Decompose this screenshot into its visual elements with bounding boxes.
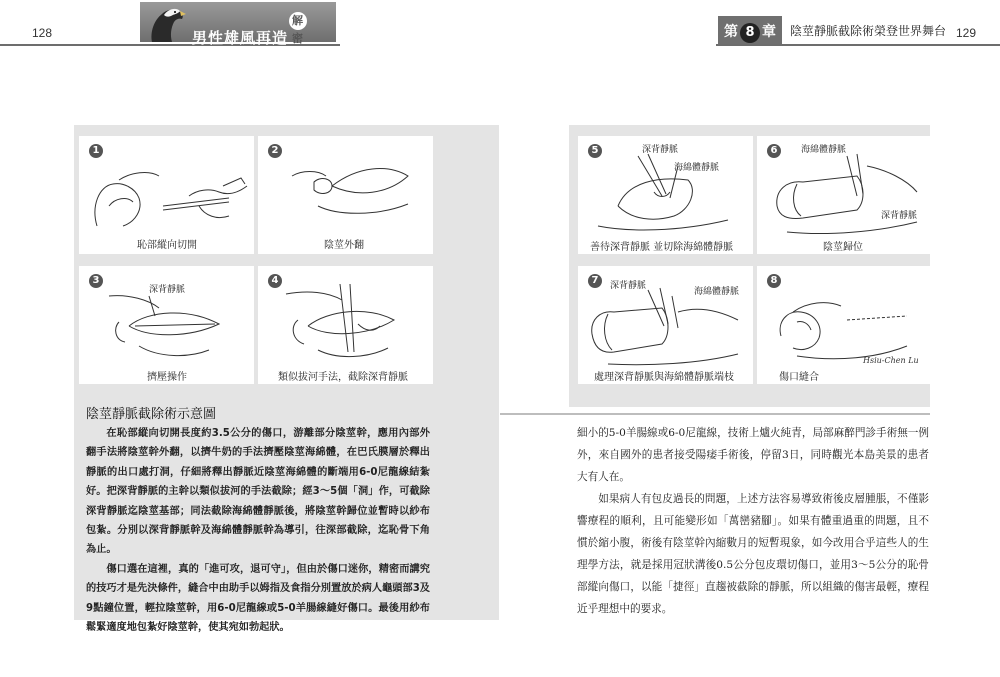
figure-8-number: 8 xyxy=(767,274,781,288)
section-title: 陰莖靜脈截除術示意圖 xyxy=(86,407,217,422)
illustrator-signature: Hsiu-Chen Lu xyxy=(863,356,919,365)
figure-4 xyxy=(258,266,433,384)
book-title-banner xyxy=(140,2,336,47)
figure-6-drawing xyxy=(757,136,932,254)
left-paragraph-2: 傷口選在這裡，真的「進可攻，退可守」，但由於傷口迷你，精密而講究的技巧才是先決條件，縫合中由助手以姆指及食指分別置放於病人龜頭部3及9點鐘位置，輕拉陰莖幹，用6-0尼龍線或5-0羊腸線縫好傷口。最後用紗布鬆緊適度地包紮好陰莖幹，使其宛如勃起狀。 xyxy=(86,563,430,634)
figure-6 xyxy=(757,136,932,254)
right-page-number: 129 xyxy=(956,26,977,40)
figure-5-number: 5 xyxy=(588,144,602,158)
chapter-title: 陰莖靜脈截除術榮登世界舞台 xyxy=(790,24,947,38)
left-body-text xyxy=(86,424,430,637)
figure-3-caption: 擠壓操作 xyxy=(147,372,187,383)
figure-3-number: 3 xyxy=(89,274,103,288)
right-paragraph-2: 如果病人有包皮過長的問題，上述方法容易導致術後皮層腫脹，不僅影響療程的順利，且可能變形如「萬巒豬腳」。如果有體重過重的問題，且不慣於縮小腹，術後有陰莖幹內縮數月的短暫現象，如今改用合乎這些人的生理學方法，就是採用冠狀溝後0.5公分包皮環切傷口，並用3～5公分的恥骨部縱向傷口，以能「捷徑」直趨被截除的靜脈，所以組織的傷害最輕，療程近乎理想中的要求。 xyxy=(577,493,929,615)
right-text-rule xyxy=(500,413,930,415)
figure-6-number: 6 xyxy=(767,144,781,158)
figure-8 xyxy=(757,266,932,384)
figure-5-label-cavernous-vein: 海綿體靜脈 xyxy=(674,163,720,173)
figure-7 xyxy=(578,266,753,384)
figure-7-label-cavernous-vein: 海綿體靜脈 xyxy=(694,287,740,297)
figure-3-label-dorsal-vein: 深背靜脈 xyxy=(149,285,186,295)
book-title: 男性雄風再造解密 xyxy=(192,12,307,48)
chapter-suffix: 章 xyxy=(762,24,776,40)
figure-1-number: 1 xyxy=(89,144,103,158)
figure-2-number: 2 xyxy=(268,144,282,158)
figure-4-caption: 類似拔河手法，截除深背靜脈 xyxy=(278,372,408,383)
chapter-box xyxy=(718,16,782,44)
figure-7-drawing xyxy=(578,266,753,384)
figure-7-label-dorsal-vein: 深背靜脈 xyxy=(610,281,647,291)
figure-3-drawing xyxy=(79,266,254,384)
eagle-icon xyxy=(144,2,190,42)
figure-5 xyxy=(578,136,753,254)
figure-5-caption: 善待深背靜脈 並切除海綿體靜脈 xyxy=(590,242,734,253)
figure-1 xyxy=(79,136,254,254)
chapter-number: 8 xyxy=(740,23,760,43)
figure-5-label-dorsal-vein: 深背靜脈 xyxy=(642,145,679,155)
figure-7-caption: 處理深背靜脈與海綿體靜脈端枝 xyxy=(594,372,734,383)
book-title-badge: 解密 xyxy=(289,12,307,30)
figure-8-drawing xyxy=(757,266,932,384)
header-rule-right xyxy=(716,44,1000,46)
right-body-text xyxy=(577,422,929,620)
figure-4-number: 4 xyxy=(268,274,282,288)
figure-1-caption: 恥部縱向切開 xyxy=(137,240,197,251)
chapter-prefix: 第 xyxy=(724,24,738,40)
figure-6-caption: 陰莖歸位 xyxy=(823,242,863,253)
figure-8-caption: 傷口縫合 xyxy=(779,372,819,383)
left-page-number: 128 xyxy=(32,26,53,40)
figure-5-drawing xyxy=(578,136,753,254)
figure-2-caption: 陰莖外翻 xyxy=(324,240,364,251)
right-paragraph-1: 細小的5-0羊腸線或6-0尼龍線，技術上爐火純青，局部麻醉門診手術無一例外，來自國外的患者接受陽痿手術後，停留3日，同時觀光本島美景的患者大有人在。 xyxy=(577,427,929,483)
figure-4-drawing xyxy=(258,266,433,384)
figure-7-number: 7 xyxy=(588,274,602,288)
figure-2 xyxy=(258,136,433,254)
figure-6-label-dorsal-vein: 深背靜脈 xyxy=(881,211,918,221)
left-paragraph-1: 在恥部縱向切開長度約3.5公分的傷口，游離部分陰莖幹，應用內部外翻手法將陰莖幹外翻，以擠牛奶的手法擠壓陰莖海綿體，在巴氏膜層於釋出靜脈的出口處打洞，仔細將釋出靜脈近陰莖海綿體的斷端用6-0尼龍線結紮好。把深背靜脈的主幹以類似拔河的手法截除；經3～5個「洞」作，可截除深背靜脈迄陰莖基部；同法截除海綿體靜脈後，將陰莖幹歸位並暫時以紗布包紮。分別以深背靜脈幹及海綿體靜脈幹為導引，往深部截除，迄恥骨下角為止。 xyxy=(86,428,430,556)
figure-6-label-cavernous-vein: 海綿體靜脈 xyxy=(801,145,847,155)
figure-3 xyxy=(79,266,254,384)
